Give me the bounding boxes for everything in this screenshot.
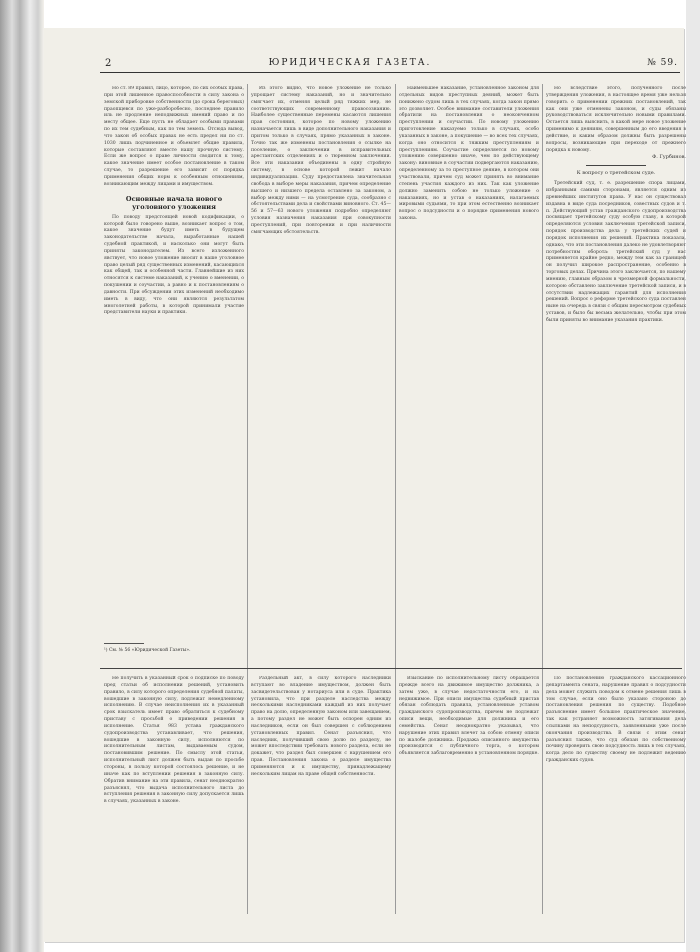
paragraph: Взыскание по исполнительному листу обращается прежде всего на движимое имущество должника, а затем уже, в случае недостаточности его, и на недвижимое. При описи имущества судебный пристав обязан соблюдать правила, установленные уставом гражданского судопроизводства, причем не подлежат описи вещи, необходимые для должника и его семейства. Сенат неоднократно указывал, что нарушение этих правил влечет за собою отмену описи по жалобе должника. Продажа описанного имущества производится с публичного торга, о котором объявляется заблаговременно в установленном порядке. (399, 676, 539, 757)
lower-column-4 (546, 676, 686, 912)
text-column-1 (104, 86, 244, 652)
lower-column-2 (251, 676, 391, 912)
scan-binding-edge (0, 0, 44, 952)
article-signature: Ф. Гурбинов. (652, 154, 686, 161)
footnote: ¹) См. № 56 «Юридической Газеты». (104, 648, 191, 653)
text-column-4 (546, 86, 686, 652)
paragraph: Не получить в указанный срок о подписке по поводу пред статьи об исполнении решений, установить правило, в силу которого определения судебной палаты, вошедшие в законную силу, подлежат немедленному исполнению. В случае неисполнения их в указанный срок взыскатель имеет право обратиться к судебному приставу с просьбой о приведении решения в исполнение. Статья 983 устава гражданского судопроизводства устанавливает, что решения, вошедшие в законную силу, исполняются по исполнительным листам, выдаваемым судом, постановившим решение. По смыслу этой статьи, исполнительный лист должен быть выдан по просьбе стороны, в пользу которой состоялось решение, и не иначе как по вступлении решения в законную силу. Обратив внимание на эти правила, сенат неоднократно разъяснял, что выдача исполнительного листа до вступления решения в законную силу допускается лишь в случаях, указанных в законе. (104, 676, 244, 805)
article-heading: Основные начала нового уголовного уложения (125, 194, 223, 211)
issue-number: № 59. (647, 58, 678, 68)
paragraph: Из этого видно, что новое уложение не только упрощает систему наказаний, но и значительно смягчает их, отменяя целый ряд тяжких мер, не соответствующих современному правосознанию. Наиболее существенные перемены касаются лишения прав состояния, которое по новому уложению назначается лишь в виде дополнительного наказания и притом только в случаях, прямо указанных в законе. Точно так же изменены постановления о ссылке на поселение, о заключении в исправительных арестантских отделениях и о тюремном заключении. Все эти наказания объединены в одну стройную систему, в основе которой лежит начало индивидуализации. Суду предоставлена значительная свобода в выборе меры наказания, причем определение высшего и низшего предела оставлено за законом, а выбор между ними — на усмотрение суда, сообразно с обстоятельствами дела и свойствами виновного. Ст. 45—56 и 57—63 нового уложения подробно определяют условия назначения наказания при совокупности преступлений, при повторении и при наличности смягчающих обстоятельств. (251, 86, 391, 235)
column-divider (542, 84, 543, 914)
footnote-rule (104, 643, 144, 644)
text-column-3 (399, 86, 539, 652)
section-title: К вопросу о третейском суде. (576, 170, 656, 177)
paragraph: Раздельный акт, в силу которого наследники вступают во владение имуществом, должен быть засвидетельствован у нотариуса или в суде. Практика установила, что при разделе наследства между несколькими наследниками каждый из них получает право на долю, определенную законом или завещанием, а потому раздел не может быть оспорен одним из наследников, если он был совершен с соблюдением установленных правил. Сенат разъяснил, что наследник, получивший свою долю по разделу, не может впоследствии требовать нового раздела, если не докажет, что раздел был совершен с нарушением его прав. Постановления закона о разделе имущества применяются и к имуществу, принадлежащему нескольким лицам на праве общей собственности. (251, 676, 391, 777)
section-rule (586, 165, 646, 166)
newspaper-title: ЮРИДИЧЕСКАЯ ГАЗЕТА. (268, 58, 432, 68)
lower-column-3 (399, 676, 539, 912)
column-divider (395, 84, 396, 914)
column-divider (247, 84, 248, 914)
paragraph: По поводу предстоящей новой кодификации, о которой было говорено выше, возникает вопрос о том, какое значение будут иметь в будущем законодательстве начала, выработанные нашей судебной практикой, и насколько они могут быть приняты законодателем. Из всего изложенного явствует, что новое уложение вносит в наше уголовное право целый ряд существенных изменений, касающихся как общей, так и особенной части. Главнейшие из них относятся к системе наказаний, к учению о вменении, о покушении и соучастии, а равно и к постановлениям о давности. При обсуждении этих изменений необходимо иметь в виду, что они являются результатом многолетней работы, в которой принимали участие представители науки и практики. (104, 214, 244, 316)
page-number: 2 (105, 58, 113, 69)
paragraph: Третейский суд, т. е. разрешение спора лицами, избранными самими сторонами, является одним из древнейших институтов права. У нас он существовал издавна в виде суда посредников, совестных судов и т. п. Действующий устав гражданского судопроизводства посвящает третейскому суду особую главу, в которой определяются условия заключения третейской записи, порядок производства дела у третейских судей и порядок исполнения их решений. Практика показала, однако, что эти постановления далеко не удовлетворяют потребностям оборота: третейский суд у нас применяется крайне редко, между тем как за границей он получил широкое распространение, особенно в торговых делах. Причина этого заключается, по нашему мнению, главным образом в чрезмерной формальности, которою обставлено заключение третейской записи, и в отсутствии надлежащих гарантий для исполнения решений. Вопрос о реформе третейского суда поставлен ныне на очередь в связи с общим пересмотром судебных уставов, и было бы весьма желательно, чтобы при этом были приняты во внимание указания практики. (546, 181, 686, 323)
lower-section-rule (100, 668, 682, 669)
scan-right-edge (686, 0, 700, 952)
paragraph: Но вследствие этого, полученного после утверждения уложения, в настоящее время уже нельзя говорить о применении прежних постановлений, так как они уже отменены законом, и суды обязаны руководствоваться исключительно новыми правилами. Остается лишь выяснить, в какой мере новое уложение применимо к деяниям, совершенным до его введения в действие, и каким образом должны быть разрешены вопросы, возникающие при переходе от прежнего порядка к новому. (546, 86, 686, 153)
text-column-2 (251, 86, 391, 652)
lower-column-1 (104, 676, 244, 912)
paragraph: Но ст. 89 правил, лицо, которое, по сих особых права, при этой лишенное правоспособности в силу закона о земской приборовке собственности (до срока береговых) праопщевся по уже-разборобесно, последнее правило иль не продление неподвижных имений право и по месту общее. Еще пусть не обладает особыми правами по их тем судебным, как по тем земель. Отсюда вывод, что закон об особых правах не есть предел ни по ст. 1030 лишь подчиненное и объемлет общие правила, которые составляют вместе нашу прочную систему. Если же вопрос о праве личности сводится к тому, какое значение имеет особое постановление в таком случае, то разрешение его зависит от порядка применения общих норм к особенным отношениям, возникающим между лицами и имуществом. (104, 86, 244, 187)
paragraph: По постановлению гражданского кассационного департамента сената, нарушение правил о подсудности дела может служить поводом к отмене решения лишь в том случае, если оно было указано стороною до постановления решения по существу. Подобное разъяснение имеет большое практическое значение, так как устраняет возможность затягивания дела ссылками на неподсудность, заявленными уже после окончания производства. В связи с этим сенат разъяснил также, что суд обязан по собственному почину проверить свою подсудность лишь в тех случаях, когда дело по существу своему не подлежит ведению гражданских судов. (546, 676, 686, 764)
paragraph: Наименьшее наказание, установленное законом для отдельных видов преступных деяний, может быть понижено судом лишь в тех случаях, когда закон прямо это дозволяет. Особое внимание составители уложения обратили на постановления о неоконченном преступлении и соучастии. По новому уложению приготовление наказуемо только в случаях, особо указанных в законе, а покушение — во всех тех случаях, когда оно относится к тяжким преступлениям и преступлениям. Соучастие определяется по новому уложению совершенно иначе, чем по действующему закону: виновные в соучастии подвергаются наказанию, определенному за то преступное деяние, в котором они участвовали, причем суд может принять во внимание степень участия каждого из них. Так как уложение должно заменить собою не только уложение о наказаниях, но и устав о наказаниях, налагаемых мировыми судьями, то при этом естественно возникает вопрос о подсудности и о порядке применения нового закона. (399, 86, 539, 222)
header-rule (100, 72, 680, 73)
